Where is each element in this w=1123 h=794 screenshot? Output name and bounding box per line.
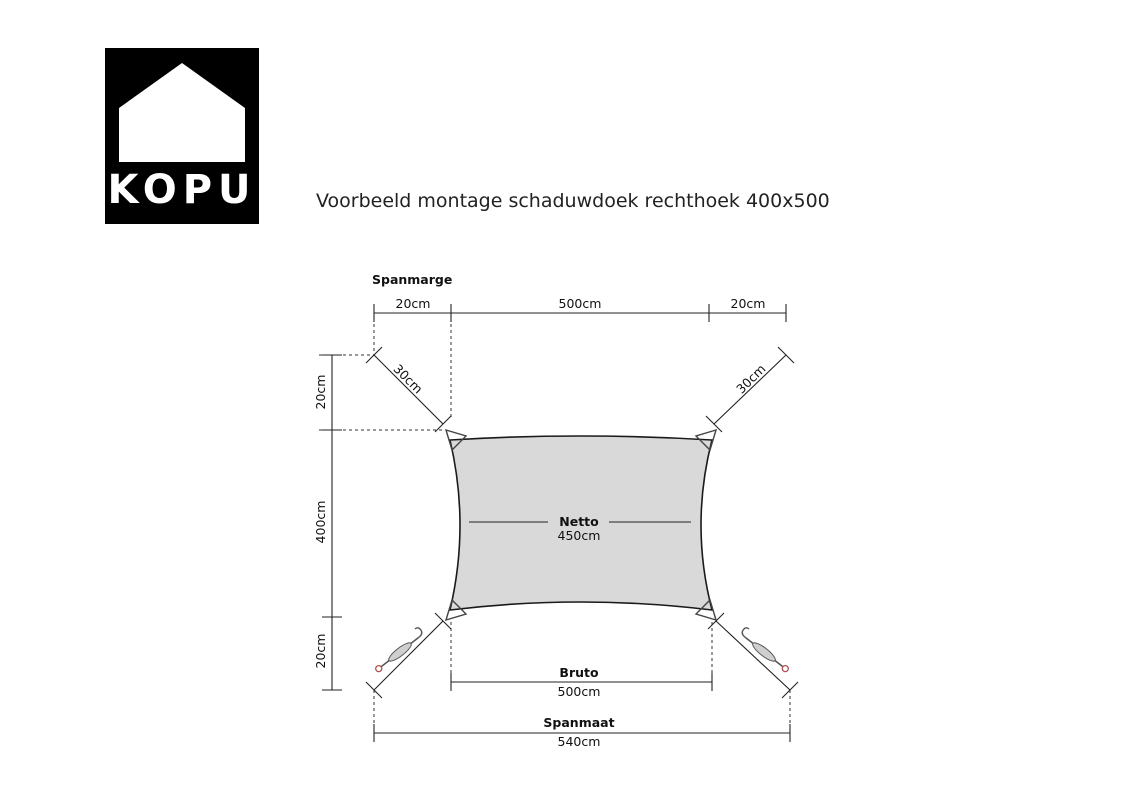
left-height-label: 400cm <box>313 500 328 544</box>
top-left-margin-label: 20cm <box>395 296 431 311</box>
page-title: Voorbeeld montage schaduwdoek rechthoek 400x500 <box>316 190 830 212</box>
diag-left-label: 30cm <box>390 361 426 397</box>
spanmaat-value: 540cm <box>557 734 601 749</box>
top-width-label: 500cm <box>558 296 602 311</box>
spanmaat-label: Spanmaat <box>543 715 615 730</box>
spanmarge-label: Spanmarge <box>372 272 453 287</box>
turnbuckle-icon <box>371 626 426 673</box>
netto-value: 450cm <box>557 528 601 543</box>
bruto-label: Bruto <box>559 665 599 680</box>
top-right-margin-label: 20cm <box>730 296 766 311</box>
diag-right-label: 30cm <box>733 361 769 397</box>
bruto-value: 500cm <box>557 684 601 699</box>
left-bottom-margin-label: 20cm <box>313 633 328 669</box>
left-top-margin-label: 20cm <box>313 374 328 410</box>
brand-name: KOPU <box>107 167 257 213</box>
netto-label: Netto <box>559 514 599 529</box>
